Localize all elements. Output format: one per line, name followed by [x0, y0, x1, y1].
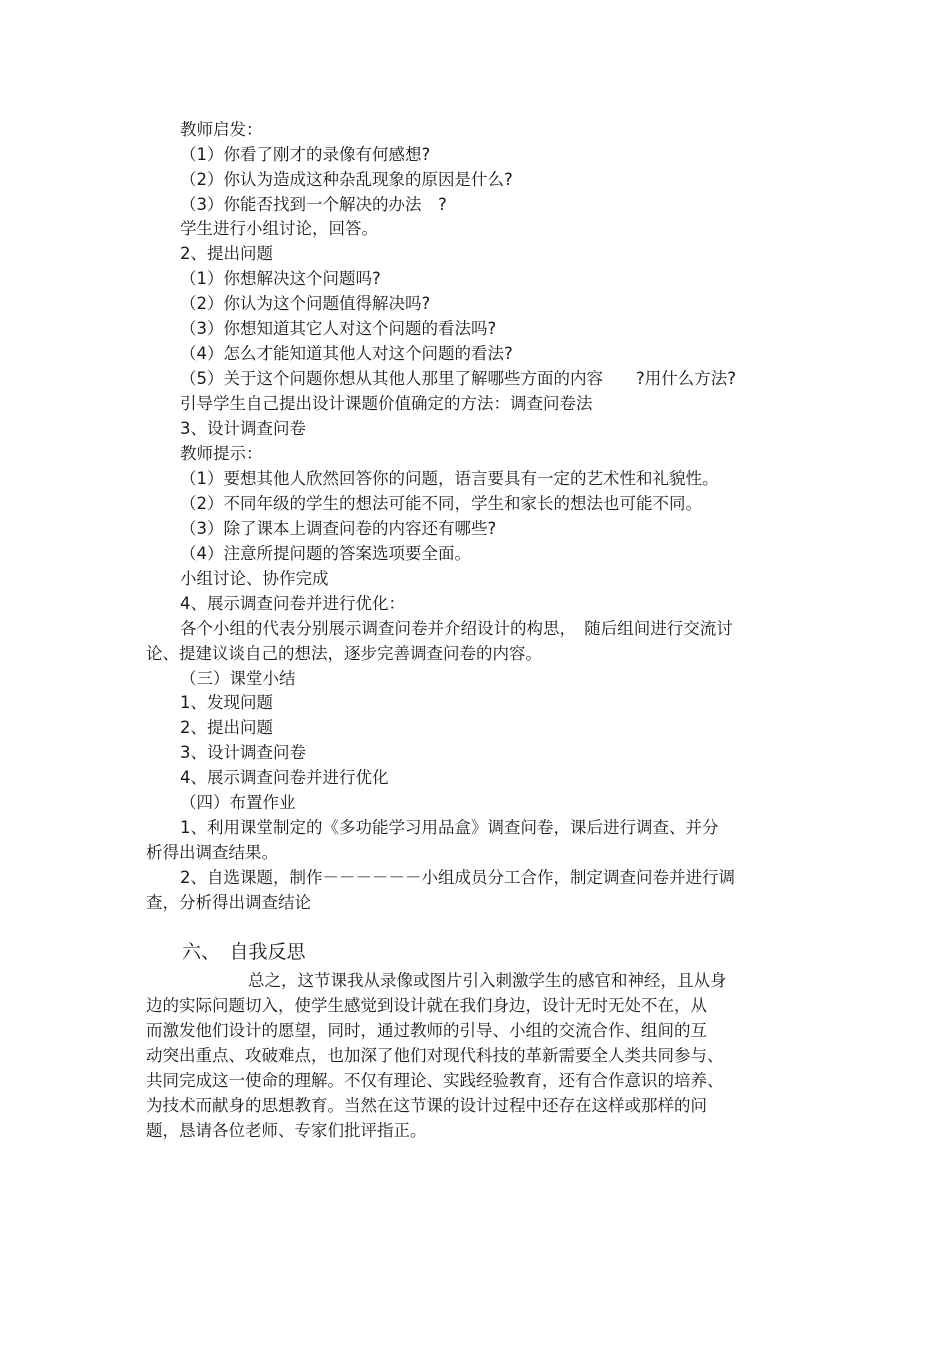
homework-item-cont: 查，分析得出调查结论: [146, 893, 311, 912]
summary-item: 2、提出问题: [180, 718, 273, 737]
section-heading: 4、展示调查问卷并进行优化：: [180, 594, 405, 613]
question-item: （5）关于这个问题你想从其他人那里了解哪些方面的内容 ?用什么方法?: [180, 369, 737, 388]
reflection-heading: 六、 自我反思: [182, 941, 306, 963]
homework-item: 1、利用课堂制定的《多功能学习用品盒》调查问卷，课后进行调查、并分: [180, 818, 719, 837]
question-item: （1）你想解决这个问题吗?: [180, 269, 381, 288]
question-item: （3）你能否找到一个解决的办法 ?: [180, 195, 447, 214]
tip-item: （4）注意所提问题的答案选项要全面。: [180, 544, 471, 563]
reflection-line: 为技术而献身的思想教育。当然在这节课的设计过程中还存在这样或那样的问: [146, 1096, 707, 1115]
section-heading: 2、提出问题: [180, 244, 273, 263]
question-item: （4）怎么才能知道其他人对这个问题的看法?: [180, 344, 513, 363]
question-item: （3）你想知道其它人对这个问题的看法吗?: [180, 319, 497, 338]
reflection-line: 共同完成这一使命的理解。不仅有理论、实践经验教育，还有合作意识的培养、: [146, 1071, 724, 1090]
group-work-text: 小组讨论、协作完成: [180, 569, 329, 588]
homework-heading: （四）布置作业: [180, 793, 296, 812]
reflection-line: 动突出重点、攻破难点，也加深了他们对现代科技的革新需要全人类共同参与、: [146, 1046, 724, 1065]
summary-item: 4、展示调查问卷并进行优化: [180, 768, 389, 787]
reflection-line: 而激发他们设计的愿望，同时，通过教师的引导、小组的交流合作、组间的互: [146, 1021, 707, 1040]
summary-heading: （三）课堂小结: [180, 669, 296, 688]
tip-item: （2）不同年级的学生的想法可能不同，学生和家长的想法也可能不同。: [180, 494, 702, 513]
question-item: （1）你看了刚才的录像有何感想?: [180, 145, 431, 164]
reflection-line: 题，恳请各位老师、专家们批评指正。: [146, 1121, 427, 1140]
question-item: （2）你认为造成这种杂乱现象的原因是什么?: [180, 170, 513, 189]
teacher-prompt-label: 教师启发：: [180, 120, 263, 139]
guide-text: 引导学生自己提出设计课题价值确定的方法：调查问卷法: [180, 394, 593, 413]
student-discussion-text: 学生进行小组讨论，回答。: [180, 219, 378, 238]
teacher-tip-label: 教师提示：: [180, 444, 263, 463]
summary-item: 1、发现问题: [180, 693, 273, 712]
summary-item: 3、设计调查问卷: [180, 743, 306, 762]
tip-item: （3）除了课本上调查问卷的内容还有哪些?: [180, 519, 497, 538]
question-item: （2）你认为这个问题值得解决吗?: [180, 294, 431, 313]
reflection-line: 边的实际问题切入，使学生感觉到设计就在我们身边，设计无时无处不在，从: [146, 996, 707, 1015]
reflection-line: 总之，这节课我从录像或图片引入刺激学生的感官和神经，且从身: [248, 971, 727, 990]
homework-item: 2、自选课题，制作－－－－－－小组成员分工合作，制定调查问卷并进行调: [180, 868, 735, 887]
section-heading: 3、设计调查问卷: [180, 419, 306, 438]
tip-item: （1）要想其他人欣然回答你的问题，语言要具有一定的艺术性和礼貌性。: [180, 469, 719, 488]
paragraph-line: 论、提建议谈自己的想法，逐步完善调查问卷的内容。: [146, 644, 542, 663]
homework-item-cont: 析得出调查结果。: [146, 843, 278, 862]
paragraph-line: 各个小组的代表分别展示调查问卷并介绍设计的构思， 随后组间进行交流讨: [180, 619, 733, 638]
